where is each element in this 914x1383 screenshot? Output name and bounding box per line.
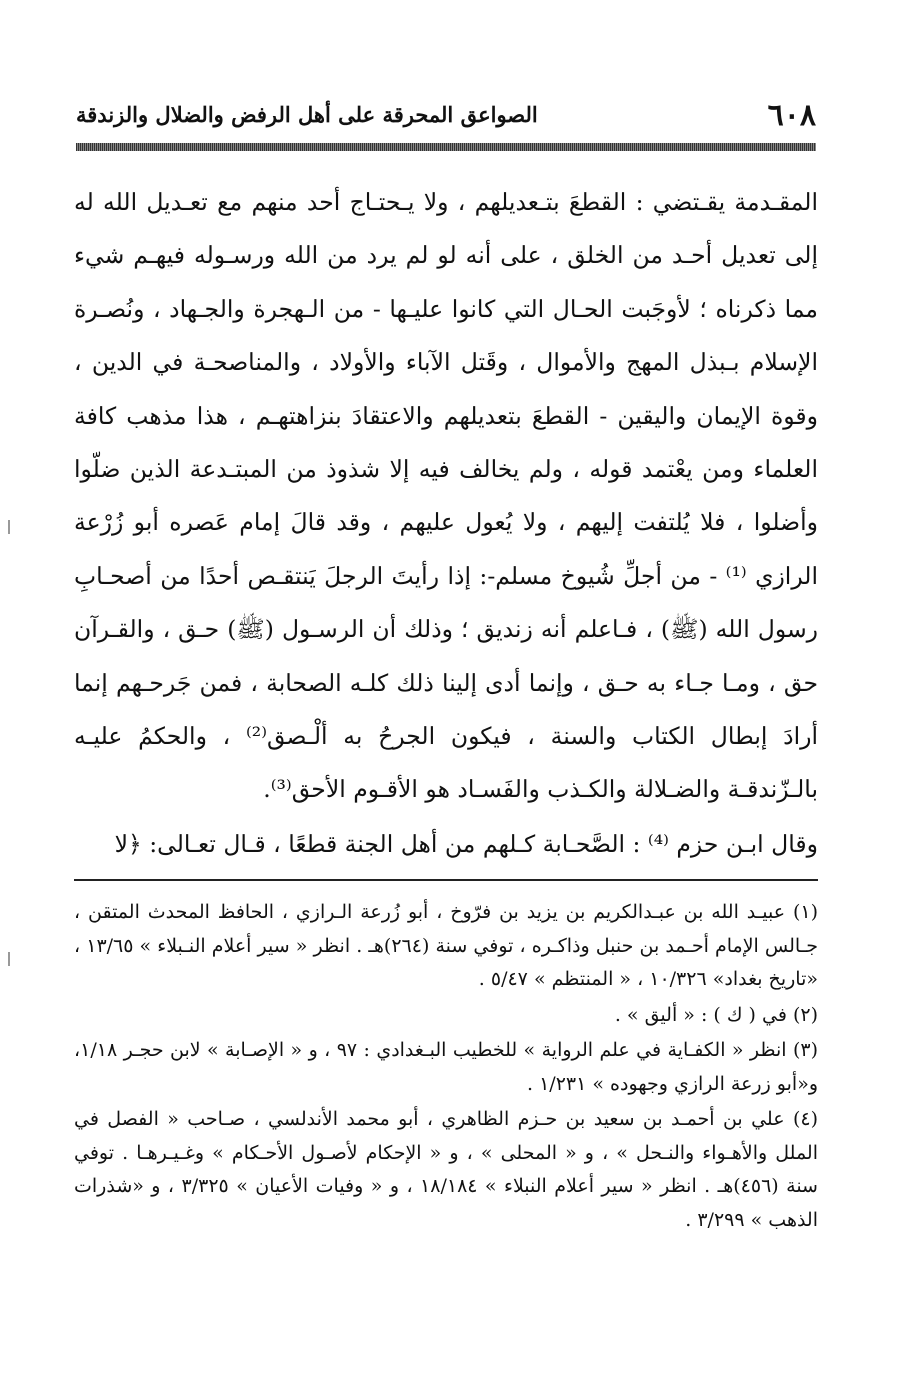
footnote-3: (٣) انظر « الكفـاية في علم الرواية » للخطيب البـغدادي : ٩٧ ، و « الإصـابة » لابن حجـر ١/١٨، و«أبو زرعة الرازي وجهوده » ١/٢٣١ . [74, 1039, 818, 1095]
footnote-separator [74, 879, 818, 881]
footnote-1: (١) عبيـد الله بن عبـدالكريم بن يزيد بن فرّوخ ، أبو زُرعة الـرازي ، الحافظ المحدث المتقن ، جـالس الإمام أحـمد بن حنبل وذاكـره ، توفي سنة (٢٦٤)هـ . انظر « سير أعلام النـبلاء » ١٣/٦٥ ، «تاريخ بغداد» ١٠/٣٢٦ ، « المنتظم » ٥/٤٧ . [74, 901, 819, 990]
main-text [74, 176, 818, 817]
footnotes [74, 896, 818, 1237]
footnote-4: (٤) علي بن أحمـد بن سعيد بن حـزم الظاهري ، أبو محمد الأندلسي ، صـاحب « الفصل في الملل والأهـواء والنـحل » ، و « المحلى » ، و « الإحكام لأصـول الأحـكام » وغـيـرهـا . توفي سنة (٤٥٦)هـ . انظر « سير أعلام النبلاء » ١٨/١٨٤ ، و « وفيات الأعيان » ٣/٣٢٥ ، و «شذرات الذهب » ٣/٢٩٩ . [74, 1108, 818, 1231]
running-title: الصواعق المحرقة على أهل الرفض والضلال والزندقة [76, 102, 538, 127]
page-header [76, 96, 816, 146]
body-paragraph-ibn-hazm: وقال ابـن حزم ⁽⁴⁾ : الصَّحـابة كـلهم من أهل الجنة قطعًا ، قـال تعـالى: ﴿لا [114, 830, 818, 858]
page-number: ٦٠٨ [767, 98, 816, 133]
page-edge-mark [8, 952, 10, 966]
header-rule [76, 143, 816, 151]
page-edge-mark [8, 520, 10, 534]
footnote-2: (٢) في ( ك ) : « أليق » . [614, 1003, 818, 1026]
body-paragraph: المقـدمة يقـتضي : القطعَ بتـعديلهم ، ولا يـحتـاج أحد منهم مع تعـديل الله له إلى تعديل أحـد من الخلق ، على أنه لو لم يرد من الله ورسـوله فيهـم شيء مما ذكرناه ؛ لأوجَبت الحـال التي كانوا عليـها - من الـهجرة والجـهاد ، ونُصـرة الإسلام بـبذل المهج والأموال ، وقَتل الآباء والأولاد ، والمناصحـة في الدين ، وقوة الإيمان واليقين - القطعَ بتعديلهم والاعتقادَ بنزاهتهـم ، هذا مذهب كافة العلماء ومن يعْتمد قوله ، ولم يخالف فيه إلا شذوذ من المبتـدعة الذين ضلّوا وأضلوا ، فلا يُلتفت إليهم ، ولا يُعول عليهم ، وقد قالَ إمام عَصره أبو زُرْعة الرازي ⁽¹⁾ - من أجلِّ شُيوخ مسلم-: إذا رأيتَ الرجلَ يَنتقـص أحدًا من أصحـابِ رسول الله (ﷺ) ، فـاعلم أنه زنديق ؛ وذلك أن الرسـول (ﷺ) حـق ، والقـرآن حق ، ومـا جـاء به حـق ، وإنما أدى إلينا ذلك كلـه الصحابة ، فمن جَرحـهم إنما أرادَ إبطال الكتاب والسنة ، فيكون الجرحُ به ألْـصق⁽²⁾ ، والحكمُ عليـه بالـزّندقـة والضـلالة والكـذب والفَسـاد هو الأقـوم الأحق⁽³⁾. [74, 188, 818, 804]
